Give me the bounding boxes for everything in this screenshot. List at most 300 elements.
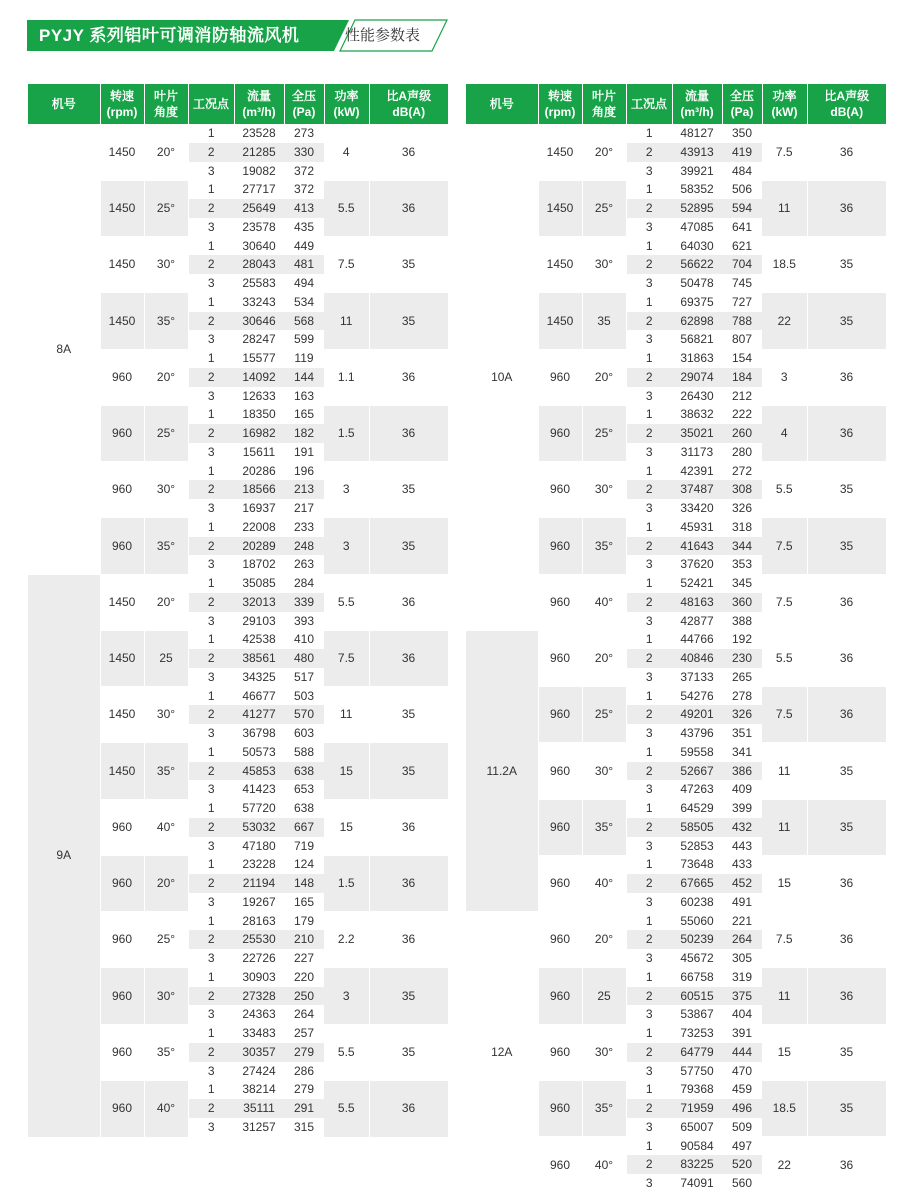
pressure-cell: 124 — [293, 857, 315, 872]
noise-cell: 36 — [369, 630, 448, 686]
rpm-cell: 1450 — [100, 180, 144, 236]
pressure-cell: 222 — [731, 407, 753, 422]
point-cell: 1 — [645, 519, 653, 534]
model-cell: 10A — [466, 124, 538, 630]
pressure-cell: 179 — [293, 913, 315, 928]
point-cell: 1 — [207, 913, 215, 928]
pressure-cell: 653 — [293, 782, 315, 797]
angle-cell: 25 — [144, 630, 188, 686]
point-cell: 2 — [188, 1099, 234, 1118]
point-cell: 2 — [188, 818, 234, 837]
flow-cell: 43796 — [680, 726, 714, 740]
noise-cell: 35 — [369, 743, 448, 799]
angle-cell: 25° — [582, 687, 626, 743]
angle-cell: 40° — [582, 574, 626, 630]
point-cell: 1 — [207, 969, 215, 984]
point-cell: 3 — [207, 332, 215, 347]
rpm-cell: 960 — [538, 855, 582, 911]
point-cell: 3 — [645, 219, 653, 234]
flow-cell: 21285 — [234, 143, 284, 162]
pressure-cell: 165 — [293, 407, 315, 422]
flow-cell: 16937 — [242, 501, 276, 515]
pressure-cell: 443 — [731, 838, 753, 853]
power-cell: 18.5 — [762, 1080, 807, 1136]
noise-cell: 36 — [369, 349, 448, 405]
header-col-noise: 比A声级 dB(A) — [807, 84, 886, 124]
pressure-cell: 404 — [731, 1007, 753, 1022]
point-cell: 2 — [626, 649, 672, 668]
flow-cell: 52421 — [680, 576, 714, 590]
rpm-cell: 960 — [100, 462, 144, 518]
page-title: PYJY 系列铝叶可调消防轴流风机 — [39, 26, 300, 45]
noise-cell: 36 — [369, 855, 448, 911]
rpm-cell: 1450 — [100, 687, 144, 743]
point-cell: 3 — [645, 1176, 653, 1190]
power-cell: 5.5 — [324, 1024, 369, 1080]
point-cell: 2 — [626, 1099, 672, 1118]
noise-cell: 35 — [369, 968, 448, 1024]
pressure-cell: 191 — [293, 444, 315, 459]
flow-cell: 44766 — [680, 632, 714, 647]
power-cell: 5.5 — [324, 1080, 369, 1136]
pressure-cell: 419 — [722, 143, 762, 162]
pressure-cell: 326 — [722, 705, 762, 724]
pressure-cell: 409 — [731, 782, 753, 797]
flow-cell: 37487 — [672, 480, 722, 499]
pressure-cell: 265 — [731, 669, 753, 684]
pressure-cell: 621 — [731, 238, 753, 253]
flow-cell: 39921 — [680, 163, 714, 178]
pressure-cell: 315 — [293, 1119, 315, 1134]
flow-cell: 62898 — [672, 312, 722, 331]
pressure-cell: 641 — [731, 219, 753, 234]
pressure-cell: 588 — [293, 744, 315, 759]
angle-cell: 30° — [582, 743, 626, 799]
pressure-cell: 273 — [293, 126, 315, 140]
table-row — [466, 630, 886, 649]
noise-cell: 36 — [369, 405, 448, 461]
rpm-cell: 960 — [100, 1080, 144, 1136]
flow-cell: 15577 — [242, 351, 276, 365]
power-cell: 7.5 — [762, 912, 807, 968]
flow-cell: 22726 — [242, 951, 276, 965]
flow-cell: 56821 — [680, 332, 714, 347]
point-cell: 3 — [207, 951, 215, 965]
point-cell: 3 — [207, 838, 215, 853]
flow-cell: 21194 — [234, 874, 284, 893]
noise-cell: 36 — [807, 180, 886, 236]
rpm-cell: 960 — [100, 1024, 144, 1080]
point-cell: 3 — [645, 613, 653, 628]
noise-cell: 36 — [807, 405, 886, 461]
pressure-cell: 148 — [284, 874, 324, 893]
flow-cell: 25530 — [234, 930, 284, 949]
angle-cell: 25° — [582, 405, 626, 461]
point-cell: 1 — [645, 913, 653, 928]
point-cell: 3 — [207, 501, 215, 515]
flow-cell: 18350 — [242, 407, 276, 422]
rpm-cell: 960 — [538, 799, 582, 855]
flow-cell: 31257 — [242, 1119, 276, 1134]
flow-cell: 35021 — [672, 424, 722, 443]
point-cell: 2 — [626, 874, 672, 893]
pressure-cell: 184 — [722, 368, 762, 387]
point-cell: 3 — [207, 444, 215, 459]
pressure-cell: 272 — [731, 463, 753, 478]
rpm-cell: 960 — [538, 968, 582, 1024]
flow-cell: 28043 — [234, 255, 284, 274]
angle-cell: 25° — [144, 180, 188, 236]
flow-cell: 29103 — [242, 613, 276, 628]
noise-cell: 35 — [369, 1024, 448, 1080]
flow-cell: 79368 — [680, 1082, 714, 1097]
flow-cell: 47180 — [242, 838, 276, 853]
flow-cell: 41277 — [234, 705, 284, 724]
point-cell: 1 — [645, 969, 653, 984]
performance-table-left — [28, 84, 449, 1137]
power-cell: 5.5 — [762, 462, 807, 518]
flow-cell: 37620 — [680, 557, 714, 572]
point-cell: 2 — [188, 593, 234, 612]
pressure-cell: 638 — [284, 762, 324, 781]
point-cell: 2 — [188, 537, 234, 556]
angle-cell: 40° — [144, 1080, 188, 1136]
point-cell: 3 — [207, 726, 215, 740]
point-cell: 1 — [645, 238, 653, 253]
point-cell: 2 — [626, 818, 672, 837]
rpm-cell: 1450 — [100, 630, 144, 686]
power-cell: 1.5 — [324, 405, 369, 461]
pressure-cell: 284 — [293, 576, 315, 590]
header-col-rpm: 转速 (rpm) — [538, 84, 582, 124]
pressure-cell: 496 — [722, 1099, 762, 1118]
pressure-cell: 250 — [284, 987, 324, 1006]
header-col-model: 机号 — [466, 84, 538, 124]
point-cell: 2 — [188, 480, 234, 499]
pressure-cell: 372 — [293, 163, 315, 178]
flow-cell: 35111 — [234, 1099, 284, 1118]
rpm-cell: 960 — [538, 462, 582, 518]
rpm-cell: 1450 — [100, 237, 144, 293]
flow-cell: 58505 — [672, 818, 722, 837]
pressure-cell: 278 — [731, 688, 753, 703]
angle-cell: 30° — [582, 1024, 626, 1080]
rpm-cell: 960 — [538, 743, 582, 799]
pressure-cell: 667 — [284, 818, 324, 837]
pressure-cell: 119 — [294, 351, 314, 365]
flow-cell: 23228 — [242, 857, 276, 872]
noise-cell: 36 — [807, 574, 886, 630]
point-cell: 2 — [626, 199, 672, 218]
flow-cell: 53032 — [234, 818, 284, 837]
angle-cell: 25° — [582, 180, 626, 236]
pressure-cell: 344 — [722, 537, 762, 556]
flow-cell: 15611 — [242, 444, 276, 459]
rpm-cell: 960 — [100, 912, 144, 968]
flow-cell: 33243 — [242, 294, 276, 309]
angle-cell: 40° — [144, 799, 188, 855]
pressure-cell: 221 — [731, 913, 753, 928]
angle-cell: 35° — [144, 1024, 188, 1080]
pressure-cell: 503 — [293, 688, 315, 703]
pressure-cell: 308 — [722, 480, 762, 499]
angle-cell: 25° — [144, 405, 188, 461]
flow-cell: 38632 — [680, 407, 714, 422]
angle-cell: 35° — [582, 799, 626, 855]
flow-cell: 45672 — [680, 951, 714, 965]
point-cell: 3 — [645, 1007, 653, 1022]
pressure-cell: 319 — [731, 969, 753, 984]
power-cell: 7.5 — [324, 630, 369, 686]
point-cell: 2 — [188, 143, 234, 162]
flow-cell: 73648 — [680, 857, 714, 872]
rpm-cell: 960 — [538, 518, 582, 574]
point-cell: 2 — [626, 1043, 672, 1062]
table-header-row — [28, 84, 448, 124]
flow-cell: 19267 — [242, 894, 276, 909]
point-cell: 3 — [207, 894, 215, 909]
pressure-cell: 603 — [293, 726, 315, 740]
pressure-cell: 212 — [731, 388, 753, 403]
rpm-cell: 1450 — [100, 124, 144, 180]
power-cell: 7.5 — [324, 237, 369, 293]
angle-cell: 40° — [582, 1137, 626, 1193]
pressure-cell: 704 — [722, 255, 762, 274]
angle-cell: 35 — [582, 293, 626, 349]
table-row — [466, 912, 886, 931]
pressure-cell: 599 — [293, 332, 315, 347]
flow-cell: 48127 — [680, 126, 714, 140]
flow-cell: 42538 — [242, 632, 276, 647]
pressure-cell: 444 — [722, 1043, 762, 1062]
angle-cell: 30° — [582, 237, 626, 293]
rpm-cell: 1450 — [538, 180, 582, 236]
point-cell: 1 — [645, 182, 653, 197]
power-cell: 7.5 — [762, 574, 807, 630]
flow-cell: 83225 — [672, 1155, 722, 1174]
pressure-cell: 230 — [722, 649, 762, 668]
pressure-cell: 213 — [284, 480, 324, 499]
point-cell: 3 — [207, 782, 215, 797]
rpm-cell: 1450 — [100, 743, 144, 799]
pressure-cell: 345 — [731, 576, 753, 590]
pressure-cell: 491 — [731, 894, 753, 909]
rpm-cell: 960 — [538, 1137, 582, 1193]
power-cell: 11 — [324, 293, 369, 349]
flow-cell: 73253 — [680, 1026, 714, 1040]
pressure-cell: 386 — [722, 762, 762, 781]
noise-cell: 36 — [369, 124, 448, 180]
noise-cell: 35 — [369, 293, 448, 349]
angle-cell: 35° — [582, 1080, 626, 1136]
point-cell: 3 — [207, 669, 215, 684]
rpm-cell: 960 — [100, 855, 144, 911]
flow-cell: 42877 — [680, 613, 714, 628]
header-col-power: 功率 (kW) — [324, 84, 369, 124]
noise-cell: 36 — [807, 912, 886, 968]
rpm-cell: 960 — [538, 349, 582, 405]
point-cell: 1 — [207, 744, 215, 759]
flow-cell: 28247 — [242, 332, 276, 347]
flow-cell: 24363 — [242, 1007, 276, 1022]
flow-cell: 48163 — [672, 593, 722, 612]
angle-cell: 25° — [144, 912, 188, 968]
point-cell: 3 — [207, 163, 215, 178]
flow-cell: 49201 — [672, 705, 722, 724]
flow-cell: 25583 — [242, 276, 276, 290]
flow-cell: 23528 — [242, 126, 276, 140]
flow-cell: 20289 — [234, 537, 284, 556]
pressure-cell: 163 — [293, 388, 315, 403]
power-cell: 4 — [762, 405, 807, 461]
pressure-cell: 326 — [731, 501, 753, 515]
noise-cell: 36 — [807, 630, 886, 686]
point-cell: 2 — [188, 1043, 234, 1062]
angle-cell: 35° — [144, 743, 188, 799]
point-cell: 1 — [207, 294, 215, 309]
pressure-cell: 481 — [284, 255, 324, 274]
table-row — [28, 574, 448, 593]
power-cell: 22 — [762, 293, 807, 349]
point-cell: 1 — [207, 688, 215, 703]
point-cell: 1 — [207, 519, 215, 534]
flow-cell: 43913 — [672, 143, 722, 162]
angle-cell: 30° — [144, 237, 188, 293]
power-cell: 11 — [762, 968, 807, 1024]
pressure-cell: 154 — [731, 351, 753, 365]
flow-cell: 27717 — [242, 182, 276, 197]
point-cell: 2 — [626, 143, 672, 162]
angle-cell: 20° — [582, 124, 626, 180]
rpm-cell: 960 — [100, 799, 144, 855]
angle-cell: 20° — [582, 349, 626, 405]
pressure-cell: 280 — [731, 444, 753, 459]
angle-cell: 30° — [144, 687, 188, 743]
point-cell: 2 — [188, 762, 234, 781]
pressure-cell: 339 — [284, 593, 324, 612]
point-cell: 1 — [645, 294, 653, 309]
pressure-cell: 745 — [731, 276, 753, 290]
angle-cell: 20° — [582, 912, 626, 968]
pressure-cell: 165 — [293, 894, 315, 909]
flow-cell: 74091 — [680, 1176, 714, 1190]
point-cell: 2 — [626, 1155, 672, 1174]
pressure-cell: 560 — [731, 1176, 753, 1190]
point-cell: 3 — [207, 388, 215, 403]
rpm-cell: 1450 — [538, 124, 582, 180]
flow-cell: 65007 — [680, 1119, 714, 1134]
angle-cell: 20° — [582, 630, 626, 686]
rpm-cell: 1450 — [100, 293, 144, 349]
point-cell: 3 — [207, 613, 215, 628]
noise-cell: 36 — [807, 968, 886, 1024]
pressure-cell: 433 — [731, 857, 753, 872]
pressure-cell: 360 — [722, 593, 762, 612]
power-cell: 15 — [324, 743, 369, 799]
pressure-cell: 305 — [731, 951, 753, 965]
flow-cell: 42391 — [680, 463, 714, 478]
flow-cell: 27328 — [234, 987, 284, 1006]
header-col-pressure: 全压 (Pa) — [284, 84, 324, 124]
rpm-cell: 960 — [100, 518, 144, 574]
noise-cell: 36 — [807, 124, 886, 180]
rpm-cell: 1450 — [538, 293, 582, 349]
power-cell: 3 — [324, 518, 369, 574]
table-row — [28, 124, 448, 143]
power-cell: 7.5 — [762, 518, 807, 574]
pressure-cell: 497 — [731, 1138, 753, 1153]
point-cell: 1 — [207, 407, 215, 422]
rpm-cell: 960 — [538, 405, 582, 461]
flow-cell: 58352 — [680, 182, 714, 197]
pressure-cell: 432 — [722, 818, 762, 837]
flow-cell: 18566 — [234, 480, 284, 499]
angle-cell: 20° — [144, 124, 188, 180]
pressure-cell: 435 — [293, 219, 315, 234]
point-cell: 2 — [188, 255, 234, 274]
point-cell: 2 — [188, 874, 234, 893]
rpm-cell: 960 — [100, 349, 144, 405]
point-cell: 1 — [207, 463, 215, 478]
flow-cell: 60238 — [680, 894, 714, 909]
point-cell: 3 — [645, 557, 653, 572]
pressure-cell: 393 — [293, 613, 315, 628]
flow-cell: 53867 — [680, 1007, 714, 1022]
flow-cell: 36798 — [242, 726, 276, 740]
flow-cell: 41643 — [672, 537, 722, 556]
table-header-row — [466, 84, 886, 124]
pressure-cell: 318 — [731, 519, 753, 534]
flow-cell: 38561 — [234, 649, 284, 668]
pressure-cell: 534 — [293, 294, 315, 309]
point-cell: 1 — [645, 801, 653, 815]
flow-cell: 64529 — [680, 801, 714, 815]
flow-cell: 37133 — [680, 669, 714, 684]
point-cell: 3 — [207, 1007, 215, 1022]
point-cell: 2 — [626, 593, 672, 612]
flow-cell: 35085 — [242, 576, 276, 590]
noise-cell: 35 — [369, 518, 448, 574]
point-cell: 1 — [645, 1082, 653, 1097]
noise-cell: 36 — [807, 687, 886, 743]
point-cell: 1 — [207, 857, 215, 872]
header-col-flow: 流量 (m³/h) — [234, 84, 284, 124]
noise-cell: 36 — [369, 799, 448, 855]
point-cell: 1 — [645, 857, 653, 872]
pressure-cell: 788 — [722, 312, 762, 331]
point-cell: 3 — [207, 276, 215, 290]
angle-cell: 40° — [582, 855, 626, 911]
power-cell: 3 — [324, 462, 369, 518]
pressure-cell: 391 — [731, 1026, 753, 1040]
point-cell: 3 — [645, 388, 653, 403]
power-cell: 5.5 — [324, 574, 369, 630]
pressure-cell: 410 — [293, 632, 315, 647]
flow-cell: 22008 — [242, 519, 276, 534]
noise-cell: 36 — [807, 855, 886, 911]
point-cell: 1 — [207, 238, 215, 253]
flow-cell: 90584 — [680, 1138, 714, 1153]
pressure-cell: 233 — [293, 519, 315, 534]
pressure-cell: 372 — [293, 182, 315, 197]
flow-cell: 50573 — [242, 744, 276, 759]
pressure-cell: 217 — [293, 501, 315, 515]
point-cell: 2 — [626, 930, 672, 949]
flow-cell: 28163 — [242, 913, 276, 928]
pressure-cell: 227 — [293, 951, 315, 965]
power-cell: 1.5 — [324, 855, 369, 911]
flow-cell: 23578 — [242, 219, 276, 234]
